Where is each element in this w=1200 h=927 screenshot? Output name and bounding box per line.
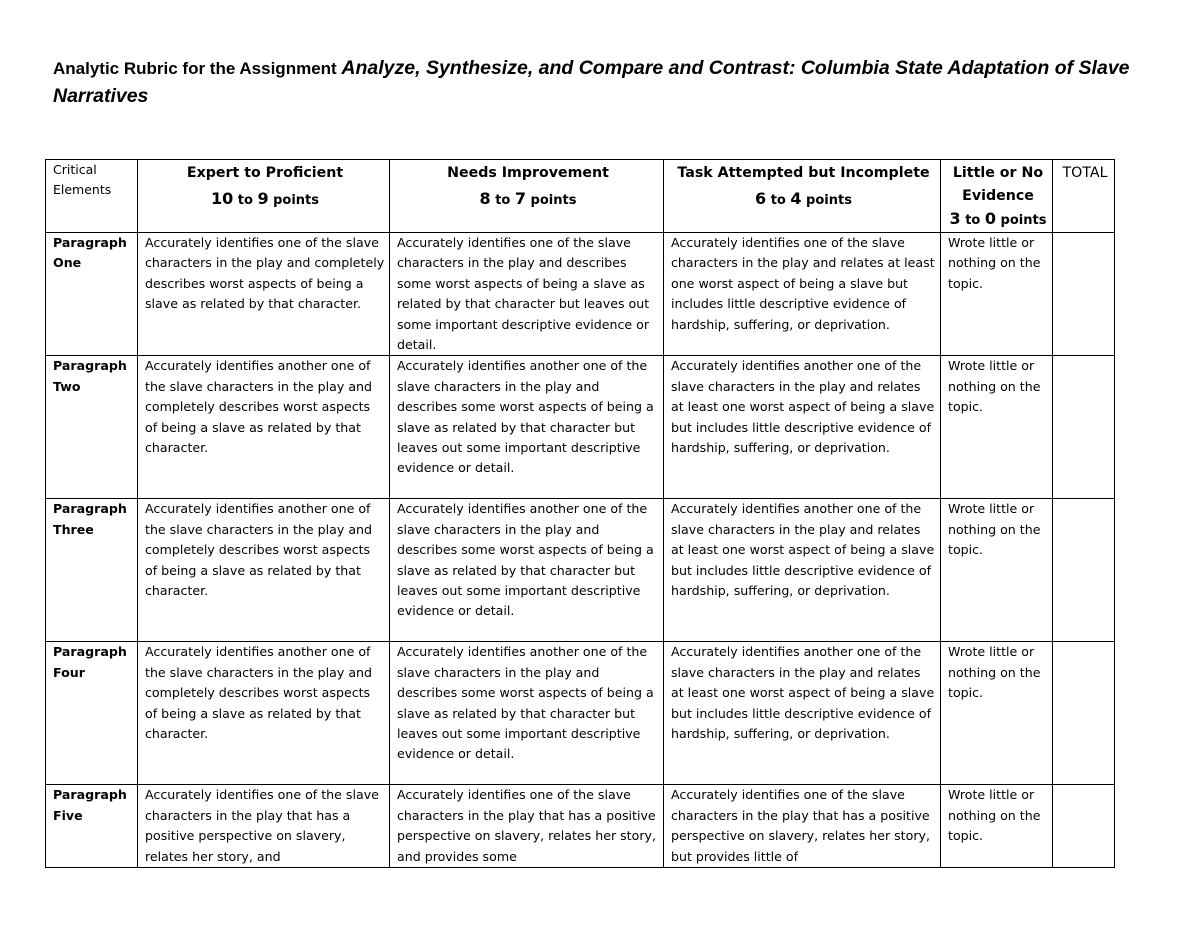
title-plain-text: Analytic Rubric for the Assignment: [53, 59, 342, 78]
table-row: [46, 642, 1115, 785]
header-total: TOTAL: [1053, 160, 1115, 233]
criterion-expert: Accurately identifies one of the slave characters in the play and completely describes worst aspects of being a slave as related by that character.: [138, 233, 390, 356]
element-label: Paragraph Three: [53, 501, 127, 537]
criterion-task-attempted: Accurately identifies one of the slave characters in the play and relates at least one worst aspect of being a slave but includes little descriptive evidence of hardship, suffering, or deprivation.: [664, 233, 941, 356]
criterion-task-attempted: Accurately identifies another one of the slave characters in the play and relates at least one worst aspect of being a slave but includes little descriptive evidence of hardship, suffering, or deprivation.: [664, 499, 941, 642]
points-to: to: [960, 213, 985, 228]
header-level-needs-improvement: [390, 160, 664, 233]
total-score-cell[interactable]: [1053, 356, 1115, 499]
element-cell: [46, 642, 138, 785]
points-low: 0: [984, 209, 997, 228]
points-high: 8: [479, 189, 491, 208]
level-points: [397, 185, 659, 215]
title-assignment-name: Analyze, Synthesize, and Compare and Contrast: Columbia State Adaptation of Slave Narratives: [53, 57, 1130, 107]
points-high: 6: [755, 189, 767, 208]
element-cell: [46, 356, 138, 499]
criterion-little-evidence: Wrote little or nothing on the topic.: [941, 233, 1053, 356]
document-title: [53, 55, 1143, 111]
element-label: Paragraph Four: [53, 644, 127, 680]
level-name: Little or No Evidence: [952, 165, 1044, 204]
table-row: [46, 233, 1115, 356]
points-word: points: [996, 213, 1047, 228]
criterion-needs-improvement: Accurately identifies another one of the slave characters in the play and describes some worst aspects of being a slave as related by that character but leaves out some important descriptive evidence or detail.: [390, 356, 664, 499]
level-name: Task Attempted but Incomplete: [677, 165, 930, 181]
table-row: [46, 499, 1115, 642]
element-label: Paragraph Five: [53, 787, 127, 823]
points-word: points: [526, 193, 577, 208]
element-cell: [46, 233, 138, 356]
criterion-needs-improvement: Accurately identifies another one of the slave characters in the play and describes some worst aspects of being a slave as related by that character but leaves out some important descriptive evidence or detail.: [390, 499, 664, 642]
points-word: points: [268, 193, 320, 208]
criterion-little-evidence: Wrote little or nothing on the topic.: [941, 785, 1053, 868]
header-level-little-evidence: [941, 160, 1053, 233]
points-high: 10: [210, 189, 234, 208]
rubric-table: [45, 159, 1115, 868]
points-low: 7: [514, 189, 527, 208]
total-score-cell[interactable]: [1053, 499, 1115, 642]
points-high: 3: [949, 209, 961, 228]
level-name: Needs Improvement: [447, 165, 609, 181]
criterion-task-attempted: Accurately identifies another one of the slave characters in the play and relates at least one worst aspect of being a slave but includes little descriptive evidence of hardship, suffering, or deprivation.: [664, 356, 941, 499]
element-label: Paragraph One: [53, 235, 127, 271]
total-score-cell[interactable]: [1053, 233, 1115, 356]
element-label: Paragraph Two: [53, 358, 127, 394]
total-score-cell[interactable]: [1053, 642, 1115, 785]
criterion-needs-improvement: Accurately identifies one of the slave characters in the play that has a positive perspective on slavery, relates her story, and provides some: [390, 785, 664, 868]
header-critical-elements: Critical Elements: [46, 160, 138, 233]
points-to: to: [490, 193, 515, 208]
criterion-task-attempted: Accurately identifies another one of the slave characters in the play and relates at least one worst aspect of being a slave but includes little descriptive evidence of hardship, suffering, or deprivation.: [664, 642, 941, 785]
table-row: [46, 356, 1115, 499]
table-row: [46, 785, 1115, 868]
element-cell: [46, 785, 138, 868]
criterion-needs-improvement: Accurately identifies another one of the slave characters in the play and describes some worst aspects of being a slave as related by that character but leaves out some important descriptive evidence or detail.: [390, 642, 664, 785]
rubric-header-row: [46, 160, 1115, 233]
criterion-task-attempted: Accurately identifies one of the slave characters in the play that has a positive perspective on slavery, relates her story, but provides little of: [664, 785, 941, 868]
header-level-expert: [138, 160, 390, 233]
element-cell: [46, 499, 138, 642]
criterion-expert: Accurately identifies another one of the slave characters in the play and completely describes worst aspects of being a slave as related by that character.: [138, 642, 390, 785]
level-points: [145, 185, 385, 215]
level-points: [948, 208, 1048, 232]
level-name: Expert to Proficient: [186, 165, 344, 181]
criterion-little-evidence: Wrote little or nothing on the topic.: [941, 356, 1053, 499]
points-low: 9: [257, 189, 269, 208]
criterion-needs-improvement: Accurately identifies one of the slave characters in the play and describes some worst aspects of being a slave as related by that character but leaves out some important descriptive evidence or detail.: [390, 233, 664, 356]
points-low: 4: [790, 189, 802, 208]
level-points: [671, 185, 936, 215]
points-to: to: [766, 193, 791, 208]
criterion-expert: Accurately identifies another one of the slave characters in the play and completely describes worst aspects of being a slave as related by that character.: [138, 356, 390, 499]
criterion-little-evidence: Wrote little or nothing on the topic.: [941, 642, 1053, 785]
points-to: to: [233, 193, 258, 208]
total-score-cell[interactable]: [1053, 785, 1115, 868]
criterion-expert: Accurately identifies one of the slave characters in the play that has a positive perspective on slavery, relates her story, and: [138, 785, 390, 868]
header-level-task-attempted: [664, 160, 941, 233]
criterion-little-evidence: Wrote little or nothing on the topic.: [941, 499, 1053, 642]
points-word: points: [801, 193, 852, 208]
criterion-expert: Accurately identifies another one of the slave characters in the play and completely describes worst aspects of being a slave as related by that character.: [138, 499, 390, 642]
